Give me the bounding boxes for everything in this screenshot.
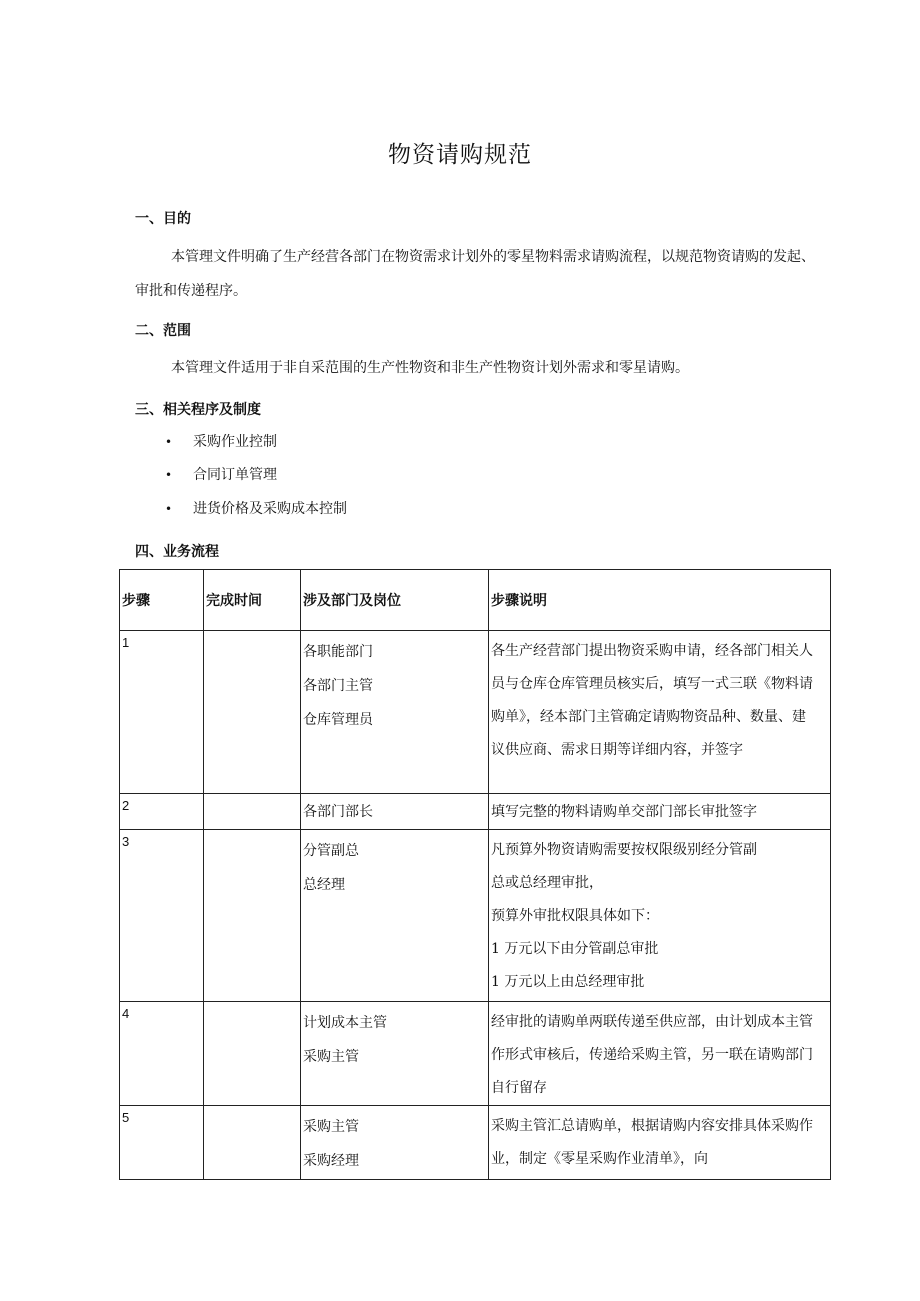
step-number: 5 bbox=[120, 1106, 204, 1180]
description-line: 凡预算外物资请购需要按权限级别经分管副 bbox=[491, 842, 757, 858]
description-line: 经审批的请购单两联传递至供应部，由计划成本主管 bbox=[491, 1014, 813, 1030]
related-item-text: 采购作业控制 bbox=[193, 434, 277, 450]
role: 仓库管理员 bbox=[303, 712, 373, 728]
roles-cell bbox=[301, 830, 489, 1002]
description-line: 自行留存 bbox=[491, 1080, 547, 1096]
description-line: 预算外审批权限具体如下： bbox=[491, 908, 659, 924]
table-row bbox=[120, 631, 831, 794]
table-header-row bbox=[120, 570, 831, 631]
header-step: 步骤 bbox=[120, 570, 204, 631]
role: 分管副总 bbox=[303, 843, 359, 859]
description-line: 填写完整的物料请购单交部门部长审批签字 bbox=[491, 804, 757, 820]
role: 采购主管 bbox=[303, 1049, 359, 1065]
roles-cell bbox=[301, 1106, 489, 1180]
completion-time bbox=[204, 1002, 301, 1106]
role: 采购主管 bbox=[303, 1119, 359, 1135]
bullet-icon: • bbox=[165, 435, 173, 449]
description-cell bbox=[489, 1106, 831, 1180]
page-title: 物资请购规范 bbox=[388, 142, 532, 168]
bullet-icon: • bbox=[165, 502, 173, 516]
step-number: 1 bbox=[120, 631, 204, 794]
description-line: 总或总经理审批， bbox=[491, 875, 603, 891]
roles-cell bbox=[301, 1002, 489, 1106]
description-cell bbox=[489, 1002, 831, 1106]
section-heading-purpose: 一、目的 bbox=[135, 211, 191, 227]
step-number: 3 bbox=[120, 830, 204, 1002]
related-item bbox=[165, 498, 347, 518]
completion-time bbox=[204, 631, 301, 794]
completion-time bbox=[204, 794, 301, 830]
description-line: 各生产经营部门提出物资采购申请，经各部门相关人 bbox=[491, 643, 813, 659]
description-line: 1 万元以上由总经理审批 bbox=[491, 974, 645, 990]
related-item-text: 进货价格及采购成本控制 bbox=[193, 501, 347, 517]
role: 各部门主管 bbox=[303, 678, 373, 694]
section-heading-scope: 二、范围 bbox=[135, 323, 191, 339]
role: 采购经理 bbox=[303, 1153, 359, 1169]
description-cell bbox=[489, 830, 831, 1002]
completion-time bbox=[204, 830, 301, 1002]
role: 各部门部长 bbox=[303, 804, 373, 820]
table-row bbox=[120, 1002, 831, 1106]
table-row bbox=[120, 794, 831, 830]
related-item bbox=[165, 431, 277, 451]
process-table bbox=[119, 569, 831, 1180]
description-line: 采购主管汇总请购单，根据请购内容安排具体采购作 bbox=[491, 1118, 813, 1134]
table-row bbox=[120, 1106, 831, 1180]
description-line: 议供应商、需求日期等详细内容，并签字 bbox=[491, 742, 743, 758]
roles-cell bbox=[301, 631, 489, 794]
header-time: 完成时间 bbox=[204, 570, 301, 631]
section-heading-process: 四、业务流程 bbox=[135, 544, 219, 560]
bullet-icon: • bbox=[165, 468, 173, 482]
completion-time bbox=[204, 1106, 301, 1180]
description-cell bbox=[489, 794, 831, 830]
purpose-paragraph: 本管理文件明确了生产经营各部门在物资需求计划外的零星物料需求请购流程，以规范物资请购的发起、审批和传递程序。 bbox=[135, 249, 815, 299]
description-cell bbox=[489, 631, 831, 794]
related-item bbox=[165, 464, 277, 484]
roles-cell bbox=[301, 794, 489, 830]
description-line: 1 万元以下由分管副总审批 bbox=[491, 941, 659, 957]
section-heading-related: 三、相关程序及制度 bbox=[135, 402, 261, 418]
scope-paragraph: 本管理文件适用于非自采范围的生产性物资和非生产性物资计划外需求和零星请购。 bbox=[171, 360, 689, 376]
table-row bbox=[120, 830, 831, 1002]
step-number: 4 bbox=[120, 1002, 204, 1106]
description-line: 作形式审核后，传递给采购主管，另一联在请购部门 bbox=[491, 1047, 813, 1063]
related-item-text: 合同订单管理 bbox=[193, 467, 277, 483]
role: 计划成本主管 bbox=[303, 1015, 387, 1031]
header-description: 步骤说明 bbox=[489, 570, 831, 631]
role: 各职能部门 bbox=[303, 644, 373, 660]
description-line: 业，制定《零星采购作业清单》，向 bbox=[491, 1151, 708, 1167]
role: 总经理 bbox=[303, 877, 345, 893]
header-roles: 涉及部门及岗位 bbox=[301, 570, 489, 631]
description-line: 员与仓库仓库管理员核实后，填写一式三联《物料请 bbox=[491, 676, 813, 692]
description-line: 购单》，经本部门主管确定请购物资品种、数量、建 bbox=[491, 709, 806, 725]
step-number: 2 bbox=[120, 794, 204, 830]
